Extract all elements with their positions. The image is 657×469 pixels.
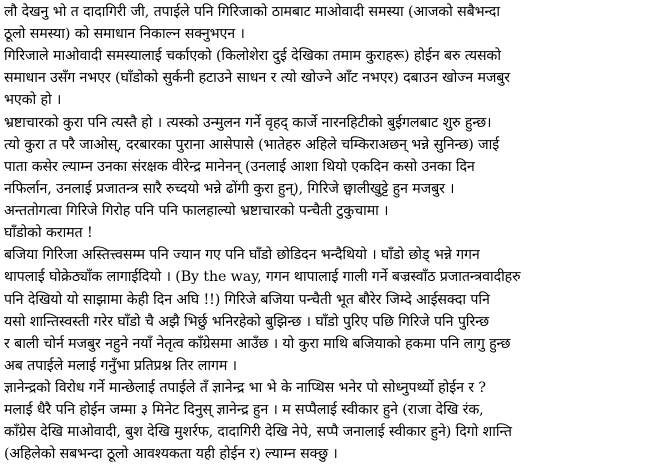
paragraph-line: त्यो कुरा त परै जाओस्, दरबारका पुराना आसेपासे (भातेहरु अहिले चम्किराअछन् भन्ने सुनिन्छ) जाई — [4, 137, 500, 153]
paragraph-line: भ्रष्टाचारको कुरा पनि त्यस्तै हो । त्यस्को उन्मुलन गर्ने वृहद् कार्जे नारनहिटीको बुईगलबाट शुरु हुन्छ। — [4, 115, 492, 131]
paragraph-line: नफिर्लान, उनलाई प्रजातन्त्र सारै रुच्दयो भन्ने ढोंगी कुरा हुन्), गिरिजे छ्वालीखुट्टे हुन मजबुर । — [4, 181, 455, 197]
paragraph-line: अब तपाईले मलाई गनुँभा प्रतिप्रश्न तिर लागम । — [4, 358, 237, 374]
paragraph-line: र बाली चोर्न मजबुर नहुने नयाँ नेतृत्व काँग्रेसमा आउँछ । यो कुरा माथि बजियाको हकमा पनि लागु हुन्छ — [4, 336, 511, 352]
paragraph-line: भएको हो । — [4, 92, 62, 108]
paragraph-line: बजिया गिरिजा अस्तित्त्वसम्म पनि ज्यान गए पनि घाँडो छोडिदन भन्दैथियो । घाँडो छोड् भन्ने गगन — [4, 247, 480, 263]
paragraph-line: काँग्रेस देखि माओवादी, बुश देखि मुशर्रफ, दादागिरी देखि नेपे, सप्पै जनालाई स्वीकार हुने) दिगो शान्ति — [4, 424, 512, 440]
paragraph-line: ज्ञानेन्द्रको विरोध गर्ने मान्छेलाई तपाईले तँ ज्ञानेन्द्र भा भे के नाप्थिस भनेर पो सोध्नुपर्थ्यो होईन र ? — [4, 380, 486, 396]
paragraph-line: मलाई धैरै पनि होईन जम्मा ३ मिनेट दिनुस् ज्ञानेन्द्र हुन । म सप्पैलाई स्वीकार हुने (राजा देखि रंक, — [4, 402, 484, 418]
paragraph-line: पनि देखियो यो साझामा केही दिन अघि !!) गिरिजे बजिया पन्चैती भूत बौरेर जिम्दे आईसक्दा पनि — [4, 292, 490, 308]
paragraph-line: थापलाई घोक्रेठ्याँक लागाईदियो । (By the way, गगन थापालाई गाली गर्ने बज्रस्वाँठ प्रजातन्त्रवादीहरु — [4, 269, 521, 285]
paragraph-line: यसो शान्तिस्वस्ती गरेर घाँडो चै अझै भिर्छु भनिरहेको बुझिन्छ । घाँडो पुरिए पछि गिरिजे पनि पुरिन्छ — [4, 314, 489, 330]
paragraph-line: ठूलो समस्या) को समाधान निकाल्न सक्नुभएन । — [4, 26, 245, 42]
paragraph-line: पाता कसेर ल्याम्न उनका संरक्षक वीरेन्द्र मानेनन् (उनलाई आशा थियो एकदिन कसो उनका दिन — [4, 159, 475, 175]
paragraph-line: लौ देखनु भो त दादागिरी जी, तपाईले पनि गिरिजाको ठामबाट माओवादी समस्या (आजको सबैभन्दा — [4, 4, 500, 20]
paragraph-line: गिरिजाले माओवादी समस्यालाई चर्काएको (किलोशेरा दुई देखिका तमाम कुराहरू) होईन बरु त्यसको — [4, 48, 501, 64]
section-heading: घाँडोको करामत ! — [4, 225, 93, 241]
paragraph-line: अन्ततोगत्वा गिरिजे गिरोह पनि पनि फालहाल्यो भ्रष्टाचारको पन्चैती टुकुचामा । — [4, 203, 389, 219]
paragraph-line: (अहिलेको सबभन्दा ठूलो आवश्यकता यही होईन र) ल्याम्न सक्छु । — [4, 446, 338, 462]
paragraph-line: समाधान उसँग नभएर (घाँडोको सुर्कनी हटाउने साधन र त्यो खोज्ने आँट नभएर) दबाउन खोज्न मजबुर — [4, 70, 510, 86]
